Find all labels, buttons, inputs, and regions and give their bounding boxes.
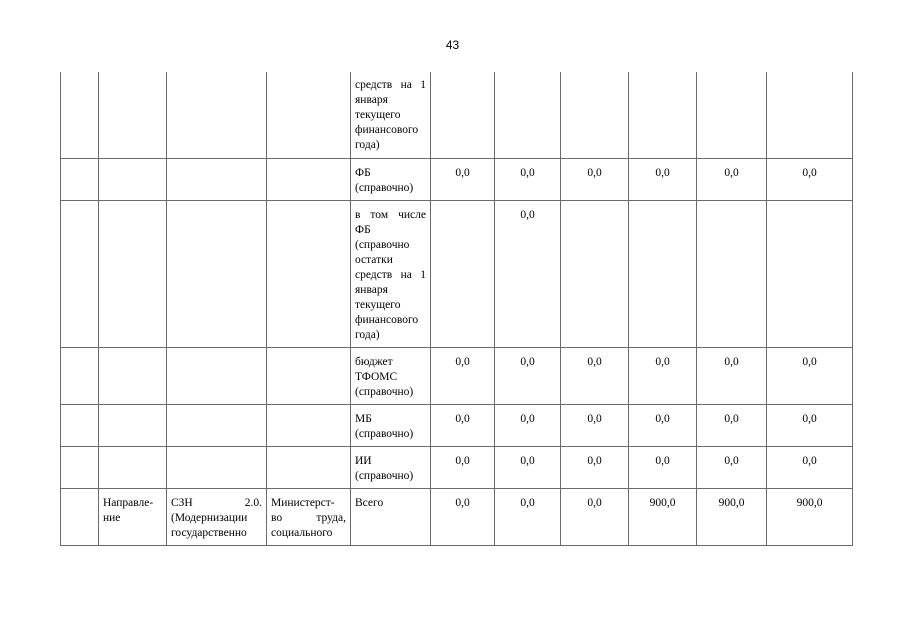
value-cell: 0,0 bbox=[767, 446, 853, 488]
executor-line-3: социального bbox=[271, 526, 333, 539]
value-cell bbox=[431, 200, 495, 347]
value-cell: 0,0 bbox=[561, 446, 629, 488]
value-cell: 0,0 bbox=[629, 446, 697, 488]
value-cell: 0,0 bbox=[561, 158, 629, 200]
value-cell: 0,0 bbox=[697, 404, 767, 446]
indicator-cell: бюджет ТФОМС (справочно) bbox=[351, 347, 431, 404]
value-cell: 0,0 bbox=[431, 446, 495, 488]
value-cell: 0,0 bbox=[431, 488, 495, 545]
value-cell bbox=[767, 72, 853, 158]
value-cell: 0,0 bbox=[767, 158, 853, 200]
value-cell bbox=[697, 200, 767, 347]
value-cell: 0,0 bbox=[767, 347, 853, 404]
name-cell-number: 2.0. bbox=[244, 496, 262, 509]
name-cell-code: СЗН bbox=[171, 496, 193, 509]
value-cell: 0,0 bbox=[767, 404, 853, 446]
indicator-cell: средств на 1 января текущего финансового года) bbox=[351, 72, 431, 158]
value-cell: 0,0 bbox=[697, 158, 767, 200]
indicator-cell: ФБ (справочно) bbox=[351, 158, 431, 200]
value-cell bbox=[495, 72, 561, 158]
value-cell: 900,0 bbox=[697, 488, 767, 545]
value-cell: 0,0 bbox=[561, 347, 629, 404]
value-cell bbox=[431, 72, 495, 158]
value-cell: 0,0 bbox=[431, 347, 495, 404]
value-cell: 0,0 bbox=[629, 158, 697, 200]
value-cell bbox=[629, 72, 697, 158]
type-cell: Направле-ние bbox=[99, 488, 167, 545]
page-number: 43 bbox=[445, 38, 460, 52]
executor-line-1: Министерст- bbox=[271, 496, 335, 509]
value-cell: 0,0 bbox=[495, 488, 561, 545]
value-cell: 0,0 bbox=[495, 404, 561, 446]
indicator-cell: ИИ (справочно) bbox=[351, 446, 431, 488]
value-cell: 0,0 bbox=[561, 404, 629, 446]
table-row bbox=[61, 200, 853, 347]
value-cell: 0,0 bbox=[697, 347, 767, 404]
value-cell: 0,0 bbox=[629, 347, 697, 404]
value-cell: 900,0 bbox=[767, 488, 853, 545]
value-cell: 0,0 bbox=[561, 488, 629, 545]
value-cell bbox=[629, 200, 697, 347]
row-number-cell bbox=[61, 488, 99, 545]
executor-cell bbox=[267, 488, 351, 545]
value-cell: 0,0 bbox=[495, 347, 561, 404]
value-cell: 900,0 bbox=[629, 488, 697, 545]
value-cell: 0,0 bbox=[495, 158, 561, 200]
value-cell: 0,0 bbox=[495, 200, 561, 347]
table-row bbox=[61, 72, 853, 158]
value-cell: 0,0 bbox=[431, 404, 495, 446]
value-cell: 0,0 bbox=[697, 446, 767, 488]
name-cell-rest: (Модернизации государственно bbox=[171, 511, 248, 539]
value-cell: 0,0 bbox=[431, 158, 495, 200]
executor-word-truda: труда, bbox=[316, 511, 346, 524]
table-row bbox=[61, 446, 853, 488]
table-row bbox=[61, 488, 853, 545]
indicator-cell: МБ (справочно) bbox=[351, 404, 431, 446]
name-cell bbox=[167, 488, 267, 545]
budget-table bbox=[60, 72, 853, 546]
table-row bbox=[61, 158, 853, 200]
value-cell bbox=[561, 72, 629, 158]
executor-word-vo: во bbox=[271, 511, 283, 524]
indicator-cell: Всего bbox=[351, 488, 431, 545]
value-cell bbox=[767, 200, 853, 347]
value-cell: 0,0 bbox=[629, 404, 697, 446]
table-row bbox=[61, 347, 853, 404]
value-cell: 0,0 bbox=[495, 446, 561, 488]
table-row bbox=[61, 404, 853, 446]
value-cell bbox=[561, 200, 629, 347]
value-cell bbox=[697, 72, 767, 158]
indicator-cell: в том числе ФБ (справочно остатки средств на 1 января текущего финансового года) bbox=[351, 200, 431, 347]
